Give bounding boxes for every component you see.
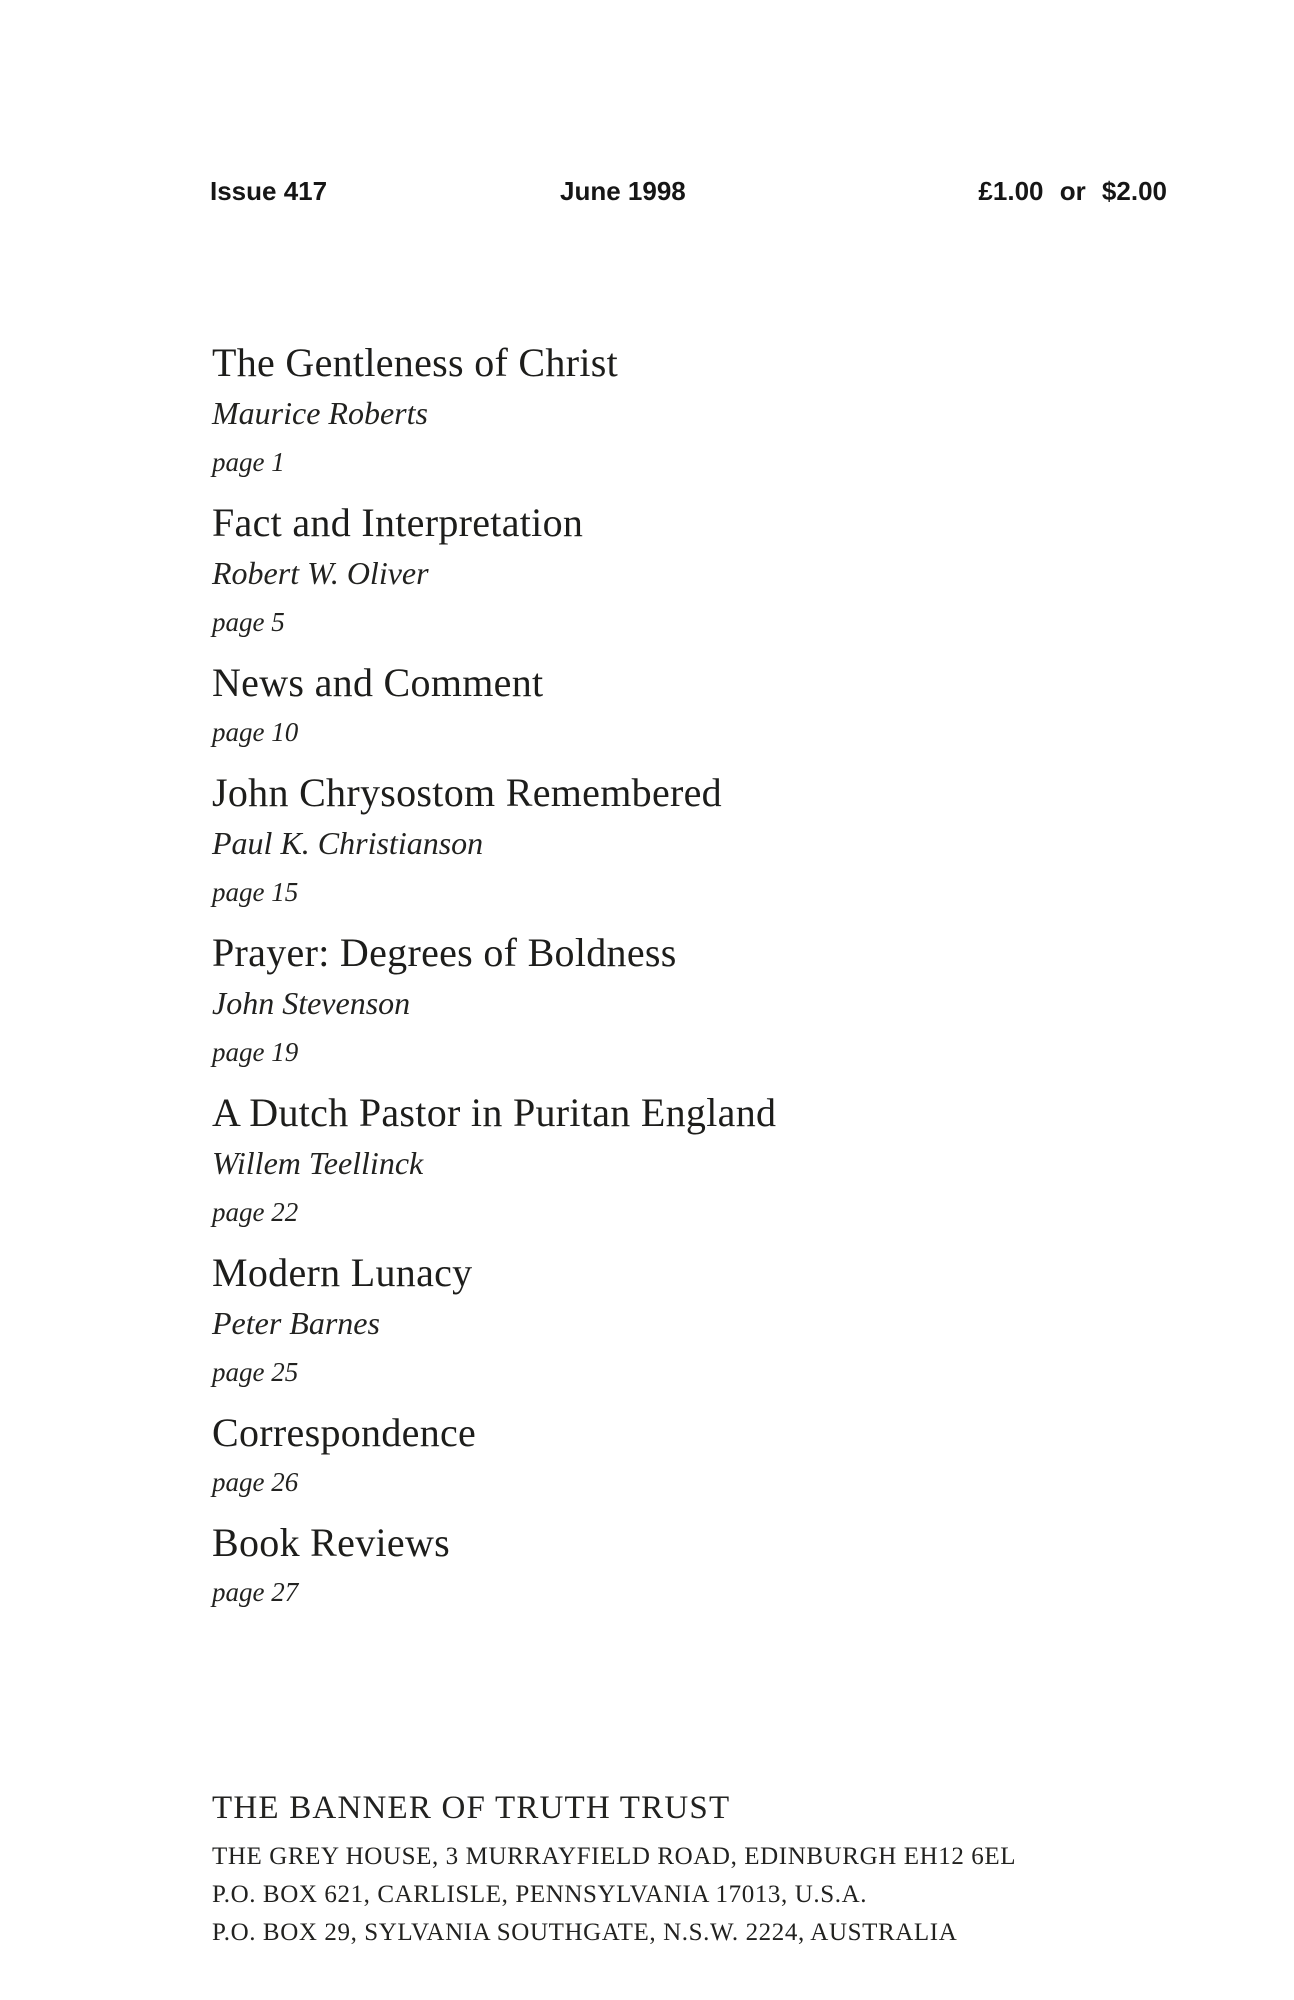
article-title: Prayer: Degrees of Boldness <box>212 930 677 975</box>
issue-date: June 1998 <box>560 176 686 206</box>
article-title: A Dutch Pastor in Puritan England <box>212 1090 777 1135</box>
article-author: Paul K. Christianson <box>212 825 484 861</box>
article-author: Peter Barnes <box>212 1305 380 1341</box>
article-page-number: page 26 <box>212 1467 299 1497</box>
article-author: Robert W. Oliver <box>212 555 429 591</box>
article-author: Willem Teellinck <box>212 1145 424 1181</box>
article-page-number: page 22 <box>212 1197 299 1227</box>
article-page-number: page 19 <box>212 1037 299 1067</box>
issue-price: £1.00 or $2.00 <box>978 176 1167 206</box>
publisher-address-line: P.O. BOX 621, CARLISLE, PENNSYLVANIA 17013, U.S.A. <box>212 1881 868 1908</box>
article-title: John Chrysostom Remembered <box>212 770 722 815</box>
toc-entry <box>212 658 1112 756</box>
article-title: News and Comment <box>212 660 544 705</box>
article-title: Correspondence <box>212 1410 477 1455</box>
article-title: The Gentleness of Christ <box>212 340 619 385</box>
publisher-block <box>212 1788 1212 1952</box>
issue-number: Issue 417 <box>210 176 328 206</box>
article-title: Book Reviews <box>212 1520 451 1565</box>
toc-entry <box>212 338 1112 486</box>
toc-entry <box>212 498 1112 646</box>
article-page-number: page 5 <box>212 607 285 637</box>
toc-entry <box>212 1518 1112 1616</box>
article-author: John Stevenson <box>212 985 411 1021</box>
article-page-number: page 1 <box>212 447 285 477</box>
toc-entry <box>212 768 1112 916</box>
publisher-name: THE BANNER OF TRUTH TRUST <box>212 1790 731 1826</box>
publisher-address-line: P.O. BOX 29, SYLVANIA SOUTHGATE, N.S.W. 2224, AUSTRALIA <box>212 1919 958 1946</box>
toc-entry <box>212 1248 1112 1396</box>
article-title: Modern Lunacy <box>212 1250 473 1295</box>
article-title: Fact and Interpretation <box>212 500 584 545</box>
table-of-contents <box>212 338 1112 1628</box>
article-page-number: page 25 <box>212 1357 299 1387</box>
publisher-address-line: THE GREY HOUSE, 3 MURRAYFIELD ROAD, EDINBURGH EH12 6EL <box>212 1843 1017 1870</box>
toc-entry <box>212 928 1112 1076</box>
article-page-number: page 27 <box>212 1577 299 1607</box>
article-page-number: page 15 <box>212 877 299 907</box>
publisher-addresses <box>212 1838 1212 1952</box>
article-author: Maurice Roberts <box>212 395 428 431</box>
article-page-number: page 10 <box>212 717 299 747</box>
toc-entry <box>212 1088 1112 1236</box>
toc-entry <box>212 1408 1112 1506</box>
masthead <box>0 176 1294 210</box>
